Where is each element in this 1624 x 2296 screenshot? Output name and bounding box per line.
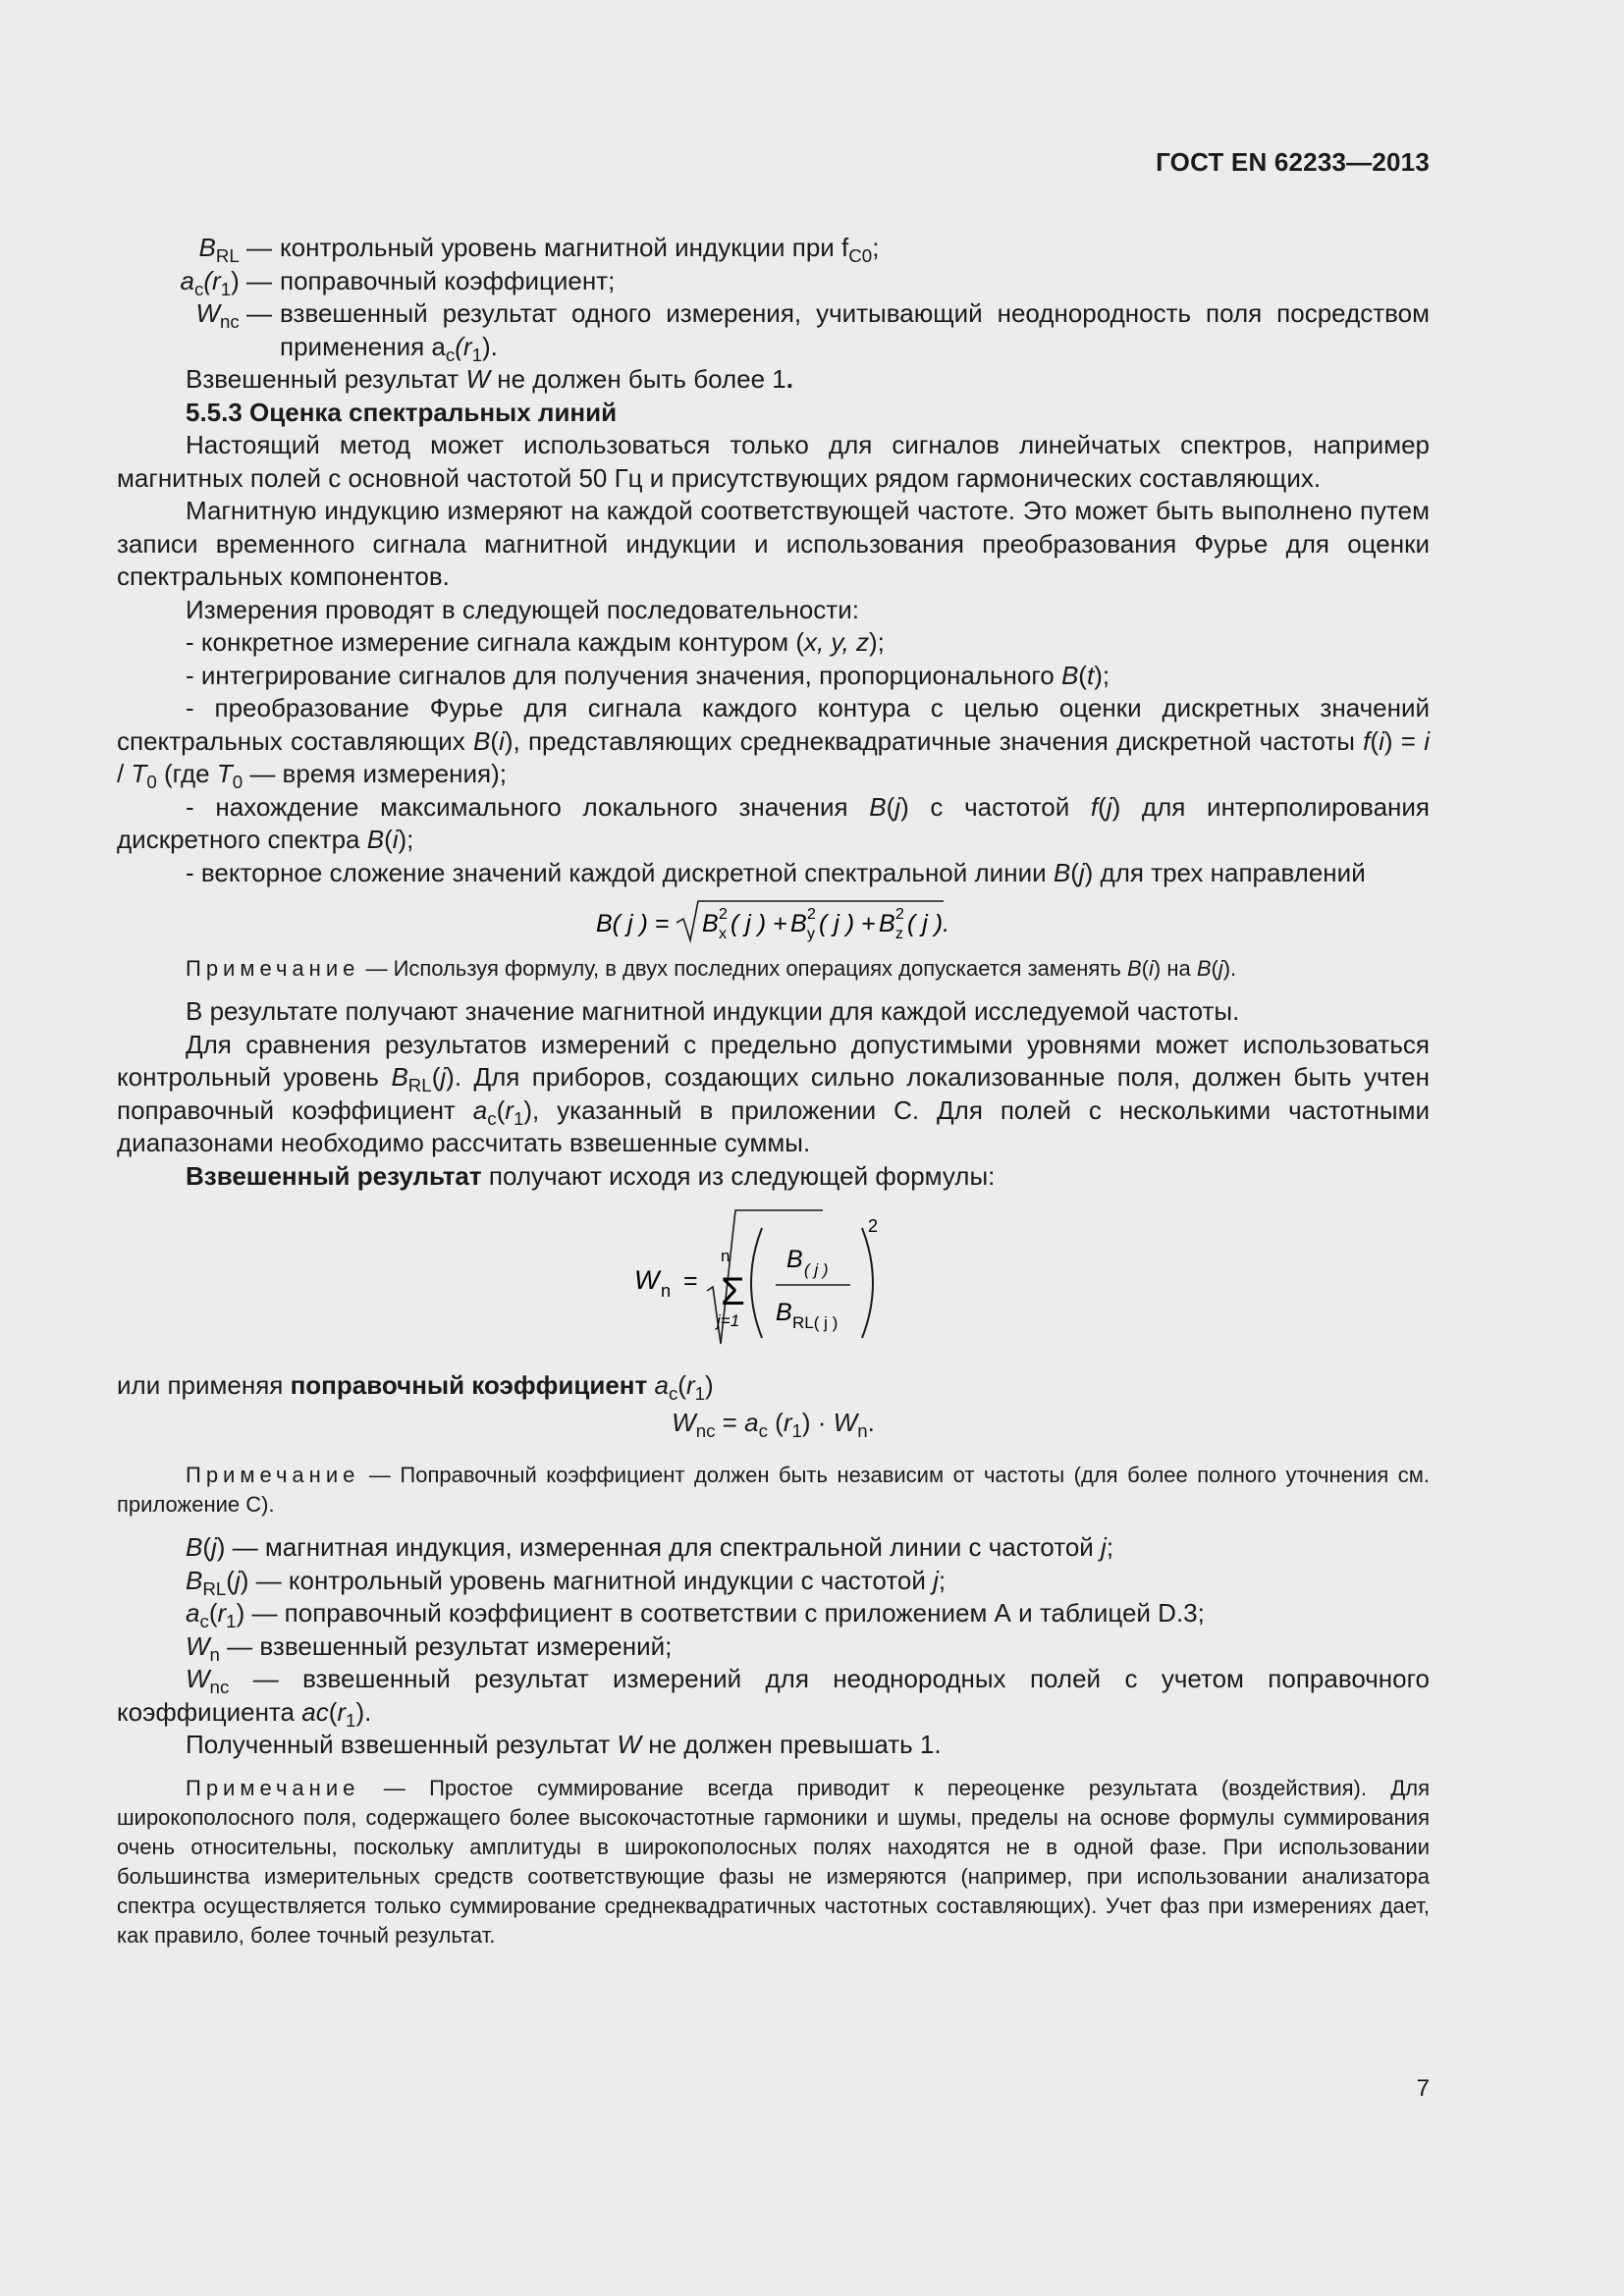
list-item: - нахождение максимального локального значения B(j) с частотой f(j) для интерполирования дискретного спектра B(i); — [117, 791, 1430, 854]
svg-text:( j ): ( j ) — [803, 1260, 829, 1279]
paragraph-method: Настоящий метод может использоваться только для сигналов линейчатых спектров, например магнитных полей с основной частотой 50 Гц и присутствующих рядом гармонических составляющих. — [117, 430, 1430, 493]
paragraph-weighted: Взвешенный результат получают исходя из следующей формулы: — [186, 1160, 996, 1191]
svg-text:z: z — [895, 926, 903, 942]
document-body — [117, 232, 1430, 1950]
list-item: - конкретное измерение сигнала каждым контуром (x, y, z); — [186, 627, 885, 657]
paragraph-comparison: Для сравнения результатов измерений с предельно допустимыми уровнями может использоваться контрольный уровень $B_{RL}(j)$. Для приборов, создающих сильно локализованные поля, должен быть учтен поправочный коэффициент $a_c(r_1)$, указанный в приложении С. Для полей с несколькими частотными диапазонами необходимо рассчитать взвешенные суммы. — [117, 1029, 1431, 1157]
svg-text:y: y — [807, 926, 815, 942]
svg-text:B: B — [790, 910, 807, 937]
paragraph-or-apply: или применяя поправочный коэффициент $a_c(r_1)$ — [117, 1370, 714, 1405]
section-title: 5.5.3 Оценка спектральных линий — [186, 397, 618, 427]
svg-text:B: B — [775, 1299, 792, 1326]
svg-text:=: = — [682, 1267, 698, 1295]
paragraph-sequence: Измерения проводят в следующей последовательности: — [186, 594, 859, 624]
paragraph-induction: Магнитную индукцию измеряют на каждой соответствующей частоте. Это может быть выполнено путем записи временного сигнала магнитной индукции и использования преобразования Фурье для оценки спектральных компонентов. — [117, 496, 1430, 591]
svg-text:2: 2 — [719, 906, 728, 923]
sum-sign: Σ — [720, 1270, 745, 1313]
svg-text:( j ).: ( j ). — [907, 910, 950, 937]
note-simple-summation: Примечание — Простое суммирование всегда приводит к переоценке результата (воздействия). Для широкополосного поля, содержащего более высокочастотные гармоники и шумы, пределы на основе формулы суммирования очень относительны, поскольку амплитуды в широкополосных полях находятся не в одной фазе. При использовании большинства измерительных средств соответствующие фазы не измеряются (например, при использовании анализатора спектра осуществляется только суммирование среднеквадратичных частотных составляющих). Учет фаз при измерениях дает, как правило, более точный результат. — [117, 1775, 1430, 1948]
equation-vector-sum — [117, 895, 1430, 942]
definition-ac: $a_c(r_1)$ — поправочный коэффициент; — [180, 265, 616, 299]
paragraph-w-limit: Взвешенный результат W не должен быть более 1. — [186, 364, 793, 394]
svg-text:( j ) +: ( j ) + — [819, 910, 876, 937]
svg-text:n: n — [720, 1247, 730, 1265]
equation-weighted-sum — [117, 1206, 1430, 1354]
svg-text:B( j ) =: B( j ) = — [596, 910, 670, 937]
svg-text:W: W — [633, 1265, 659, 1295]
svg-text:j=1: j=1 — [716, 1311, 739, 1330]
equation-weighted-sum-svg — [626, 1206, 921, 1354]
definition-wnc-bottom: $W_{nc}$ — взвешенный результат измерений для неоднородных полей с учетом поправочного коэффициента $ac(r_1)$. — [117, 1664, 1430, 1731]
definition-ac-r1: $a_c(r_1)$ — поправочный коэффициент в соответствии с приложением А и таблицей D.3; — [186, 1598, 1205, 1632]
list-item: - интегрирование сигналов для получения значения, пропорционального B(t); — [186, 660, 1110, 690]
page-number: 7 — [1416, 2075, 1430, 2102]
paren-right — [862, 1228, 873, 1338]
svg-text:2: 2 — [807, 906, 816, 923]
equation-vector-sum-svg — [117, 895, 1430, 946]
note-frequency-independent: Примечание — Поправочный коэффициент должен быть независим от частоты (для более полного уточнения см. приложение С). — [117, 1463, 1430, 1517]
list-item: - преобразование Фурье для сигнала каждого контура с целью оценки дискретных значений спектральных составляющих B(i), представляющих среднеквадратичные значения дискретной частоты $f(i) = i / T_0$ (где $T_0$ — время измерения); — [117, 693, 1430, 793]
paragraph-result: В результате получают значение магнитной индукции для каждой исследуемой частоты. — [186, 996, 1240, 1026]
svg-text:( j ) +: ( j ) + — [731, 910, 787, 937]
svg-text:B: B — [785, 1246, 803, 1273]
paren-left — [751, 1228, 762, 1338]
svg-text:2: 2 — [895, 906, 904, 923]
definition-wnc: $W_{nc}$ — взвешенный результат одного измерения, учитывающий неоднородность поля посредством применения $a_c(r_1)$. — [195, 298, 1430, 365]
definition-brl: $B_{RL}$ — контрольный уровень магнитной индукции при $f_{C0}$; — [198, 233, 880, 267]
svg-text:B: B — [879, 910, 895, 937]
svg-text:B: B — [702, 910, 719, 937]
document-header-id: ГОСТ EN 62233—2013 — [1156, 147, 1430, 177]
definition-brl-j: $B_{RL}(j)$ — контрольный уровень магнитной индукции с частотой j; — [186, 1565, 947, 1599]
svg-text:x: x — [719, 926, 727, 942]
svg-text:2: 2 — [867, 1216, 878, 1236]
definition-wn: $W_n$ — взвешенный результат измерений; — [186, 1630, 673, 1665]
list-item: - векторное сложение значений каждой дискретной спектральной линии B(j) для трех направлений — [186, 857, 1366, 887]
note-formula-replace: Примечание — Используя формулу, в двух последних операциях допускается заменять B(i) на B(j). — [186, 956, 1237, 981]
svg-text:RL( j ): RL( j ) — [791, 1313, 838, 1332]
paragraph-final: Полученный взвешенный результат W не должен превышать 1. — [186, 1730, 942, 1759]
definition-bj: B(j) — магнитная индукция, измеренная для спектральной линии с частотой j; — [186, 1532, 1114, 1562]
svg-text:n: n — [660, 1281, 671, 1301]
equation-corrected: $W_{nc} = a_c$ $(r_1) \cdot W_n$. — [672, 1407, 875, 1441]
